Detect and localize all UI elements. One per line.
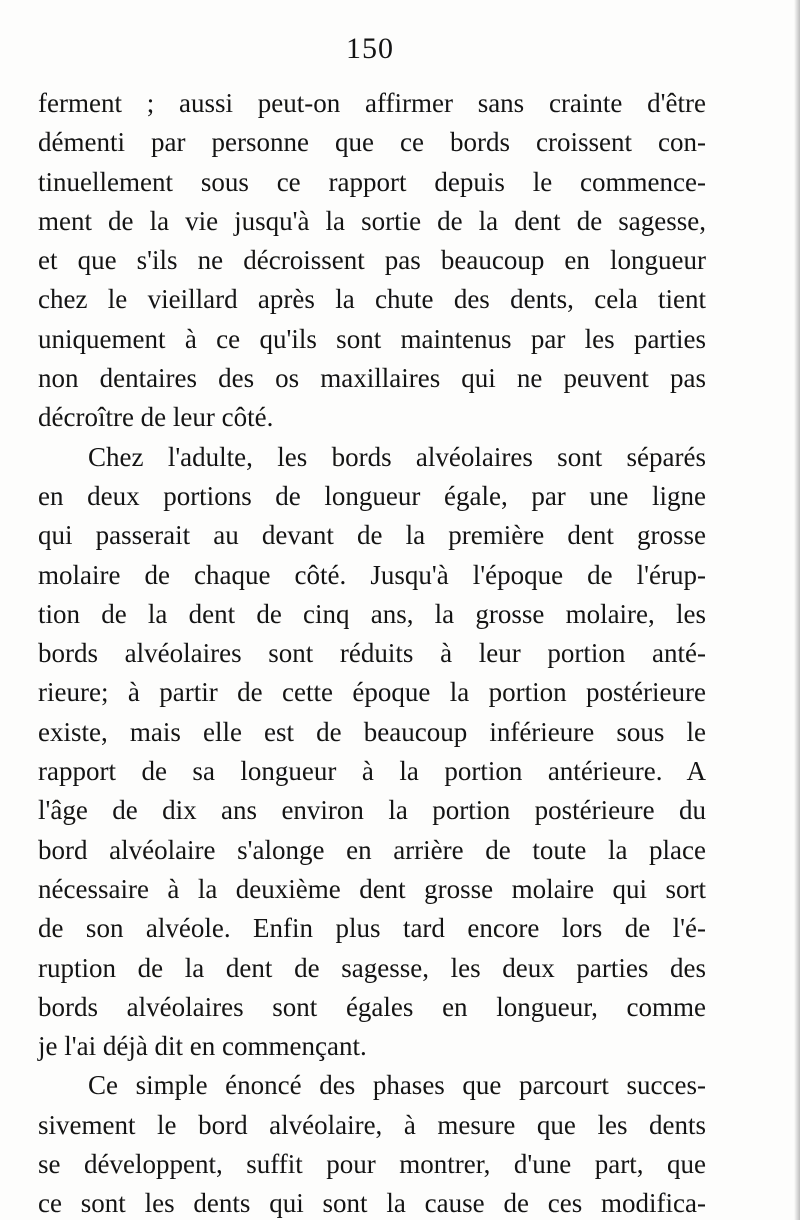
text-line: ferment ; aussi peut-on affirmer sans crainte d'être bbox=[38, 88, 706, 118]
text-line: qui passerait au devant de la première dent grosse bbox=[38, 520, 706, 551]
text-line: ruption de la dent de sagesse, les deux parties des bbox=[38, 952, 706, 983]
text-line: tion de la dent de cinq ans, la grosse molaire, les bbox=[38, 598, 706, 629]
text-line: non dentaires des os maxillaires qui ne peuvent pas bbox=[38, 363, 706, 394]
page-number: 150 bbox=[346, 32, 394, 65]
text-line: ce sont les dents qui sont la cause de ces modifica- bbox=[38, 1188, 706, 1219]
text-line: je l'ai déjà dit en commençant. bbox=[38, 1031, 367, 1062]
text-line: sivement le bord alvéolaire, à mesure que les dents bbox=[38, 1109, 706, 1140]
text-line: molaire de chaque côté. Jusqu'à l'époque de l'érup- bbox=[38, 559, 706, 590]
text-line: de son alvéole. Enfin plus tard encore lors de l'é- bbox=[38, 913, 706, 944]
page-edge-shadow bbox=[794, 0, 800, 1220]
text-line: Ce simple énoncé des phases que parcourt succes- bbox=[88, 1070, 706, 1101]
text-line: bords alvéolaires sont égales en longueur, comme bbox=[38, 991, 706, 1022]
text-line: existe, mais elle est de beaucoup inférieure sous le bbox=[38, 716, 706, 747]
text-line: se développent, suffit pour montrer, d'une part, que bbox=[38, 1149, 706, 1180]
text-line: l'âge de dix ans environ la portion postérieure du bbox=[38, 795, 706, 826]
text-line: bord alvéolaire s'alonge en arrière de toute la place bbox=[38, 834, 706, 865]
text-line: en deux portions de longueur égale, par une ligne bbox=[38, 480, 706, 511]
body-text bbox=[38, 84, 706, 1224]
text-line: tinuellement sous ce rapport depuis le commence- bbox=[38, 166, 706, 197]
text-line: rieure; à partir de cette époque la portion postérieure bbox=[38, 677, 706, 708]
text-line: uniquement à ce qu'ils sont maintenus par les parties bbox=[38, 323, 706, 354]
text-line: et que s'ils ne décroissent pas beaucoup en longueur bbox=[38, 245, 706, 276]
text-line: démenti par personne que ce bords croissent con- bbox=[38, 127, 706, 158]
text-line: décroître de leur côté. bbox=[38, 402, 274, 433]
text-line: bords alvéolaires sont réduits à leur portion anté- bbox=[38, 638, 706, 669]
text-line: Chez l'adulte, les bords alvéolaires sont séparés bbox=[88, 441, 706, 472]
text-line: nécessaire à la deuxième dent grosse molaire qui sort bbox=[38, 873, 706, 904]
text-line: ment de la vie jusqu'à la sortie de la dent de sagesse, bbox=[38, 205, 706, 236]
text-line: chez le vieillard après la chute des dents, cela tient bbox=[38, 284, 706, 315]
text-line: rapport de sa longueur à la portion antérieure. A bbox=[38, 756, 706, 787]
